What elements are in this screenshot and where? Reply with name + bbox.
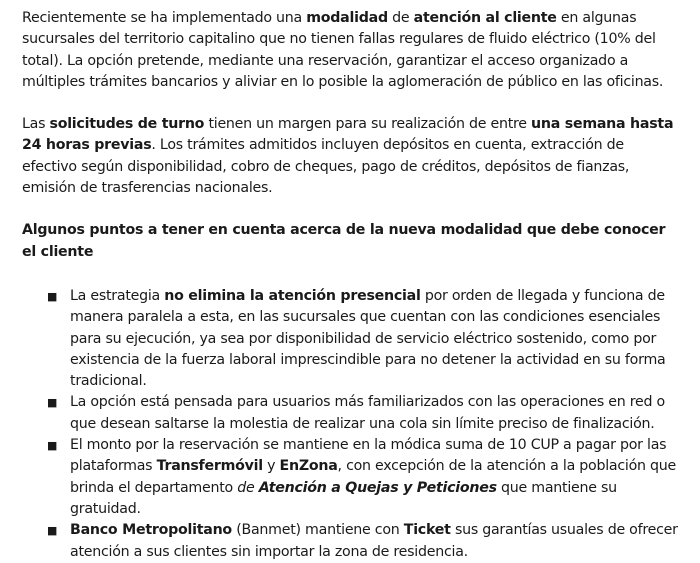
point-3-italic: de — [237, 479, 259, 496]
intro-paragraph — [22, 8, 682, 93]
section-heading-text: Algunos puntos a tener en cuenta acerca de la nueva modalidad que debe conocer el cliente — [22, 222, 666, 260]
point-4-text-2: sus garantías usuales de ofrecer atención a sus clientes sin importar la zona de residencia. — [70, 522, 678, 560]
list-item — [22, 286, 682, 392]
intro-bold-atencion: atención al cliente — [413, 10, 557, 26]
turnos-paragraph — [22, 114, 682, 199]
point-4-text-1: (Banmet) mantiene con — [231, 522, 404, 539]
document-body — [22, 8, 682, 563]
section-heading — [22, 220, 682, 263]
point-3-text-1: El monto por la reservación se mantiene en la módica suma de 10 CUP a pagar por las plataformas — [70, 437, 667, 475]
turnos-text-3: . Los trámites admitidos incluyen depósitos en cuenta, extracción de efectivo según disponibilidad, cobro de cheques, pago de créditos, depósitos de fianzas, emisión de trasferencias nacionales. — [22, 137, 630, 197]
intro-text-1: Recientemente se ha implementado una — [22, 10, 307, 26]
point-1-bold: no elimina la atención presencial — [164, 287, 421, 304]
intro-bold-modalidad: modalidad — [306, 10, 388, 26]
point-4-bold-banco: Banco Metropolitano — [70, 522, 232, 539]
list-item — [22, 435, 682, 520]
point-3-bold-transfermovil: Transfermóvil — [156, 458, 263, 475]
square-bullet-icon: ■ — [47, 289, 58, 303]
square-bullet-icon: ■ — [47, 396, 58, 410]
intro-text-3: en algunas sucursales del territorio capitalino que no tienen fallas regulares de fluido eléctrico (10% del total). La opción pretende, mediante una reservación, garantizar el acceso organizado a múltiples trámites bancarios y aliviar en lo posible la aglomeración de público en las oficinas. — [22, 10, 664, 90]
intro-text-2: de — [387, 10, 414, 26]
turnos-bold-plazo: una semana hasta 24 horas previas — [22, 116, 674, 154]
point-3-text-3: , con excepción de la atención a la población que brinda el departamento — [70, 458, 677, 496]
turnos-text-1: Las — [22, 116, 50, 133]
point-2-text: La opción está pensada para usuarios más familiarizados con las operaciones en red o que desean saltarse la molestia de realizar una cola sin límite preciso de finalización. — [70, 394, 665, 432]
point-3-bold-enzona: EnZona — [279, 458, 338, 475]
turnos-bold-solicitudes: solicitudes de turno — [49, 116, 205, 133]
points-list — [22, 286, 682, 563]
square-bullet-icon: ■ — [47, 524, 58, 538]
point-1-text-1: La estrategia — [70, 287, 165, 304]
turnos-text-2: tienen un margen para su realización de entre — [204, 116, 532, 133]
point-1-text-2: por orden de llegada y funciona de manera paralela a esta, en las sucursales que cuentan con las condiciones esenciales para su ejecución, ya sea por disponibilidad de servicio eléctrico sostenido, como por existencia de la fuerza laboral imprescindible para no detener la actividad en su forma tradicional. — [70, 287, 666, 390]
point-3-bold-italic-department: Atención a Quejas y Peticiones — [258, 479, 497, 496]
point-3-text-4: que mantiene su gratuidad. — [70, 479, 617, 517]
point-4-bold-ticket: Ticket — [403, 522, 451, 539]
square-bullet-icon: ■ — [47, 439, 58, 453]
list-item — [22, 392, 682, 435]
point-3-text-2: y — [262, 458, 280, 475]
list-item — [22, 520, 682, 563]
